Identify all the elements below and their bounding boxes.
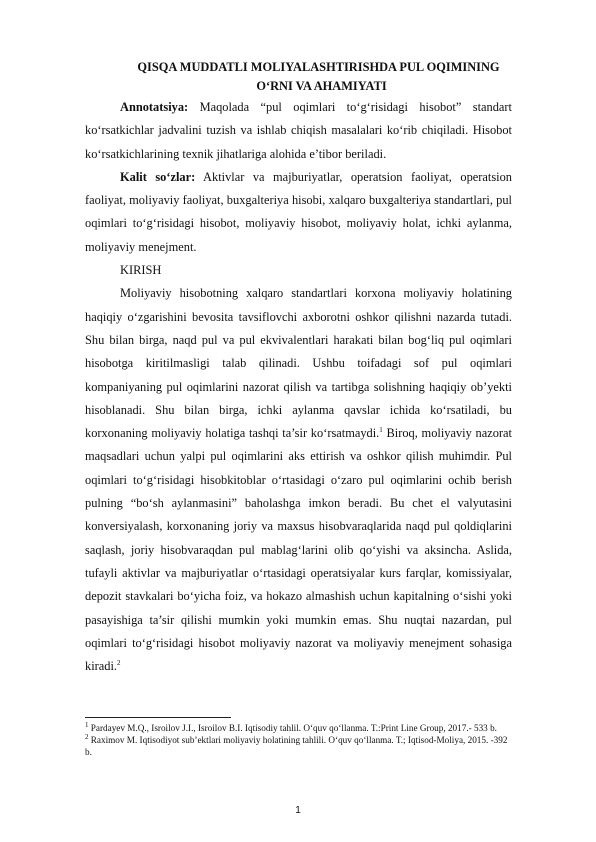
body-text-part-2: Biroq, moliyaviy nazorat maqsadlari uchun yalpi pul oqimlarini aks ettirish va oshkor qilish muhimdir. Pul oqimlari to‘g‘risidagi hisobkitoblar o‘rtasidagi o‘zaro pul oqimlarini ochib berish pulning “bo‘sh aylanmasini” baholashga imkon beradi. Bu chet el valyutasini konversiyalash, korxonaning joriy va maxsus hisobvaraqlarida naqd pul qoldiqlarini saqlash, joriy hisobvaraqdan pul mablag‘larini olib qo‘yishi va aksincha. Aslida, tufayli aktivlar va majburiyatlar o‘rtasidagi operatsiyalar kurs farqlar, komissiyalar, depozit stavkalari bo‘yicha foiz, va hokazo almashish uchun kapitalning o‘sishi yoki pasayishiga ta’sir qilishi mumkin yoki mumkin emas. Shu nuqtai nazardan, pul oqimlari to‘g‘risidagi hisobot moliyaviy nazorat va moliyaviy menejment sohasiga kiradi. [85, 426, 512, 674]
annotation-paragraph [85, 96, 512, 166]
keywords-label: Kalit so‘zlar: [120, 169, 196, 184]
footnote-text-2: Raximov M. Iqtisodiyot sub’ektlari moliyaviy holatining tahlili. O‘quv qo‘llanma. T.; Iqtisod-Moliya, 2015. -392 b. [85, 735, 508, 757]
document-title [85, 58, 512, 96]
footnote-1 [85, 722, 512, 734]
title-line-2: O‘RNI VA AHAMIYATI [256, 79, 387, 93]
footnote-2 [85, 734, 512, 758]
body-text-part-1: Moliyaviy hisobotning xalqaro standartlari korxona moliyaviy holatining haqiqiy o‘zgarishini bevosita tavsiflovchi axborotni oshkor qilishni nazarda tutadi. Shu bilan birga, naqd pul va pul ekvivalentlari harakati bilan bog‘liq pul oqimlari hisobotga kiritilmasligi talab qilinadi. Ushbu toifadagi sof pul oqimlari kompaniyaning pul oqimlarini nazorat qilish va tartibga solishning haqiqiy ob’yekti hisoblanadi. Shu bilan birga, ichki aylanma qavslar ichida ko‘rsatiladi, bu korxonaning moliyaviy holatiga tashqi ta’sir ko‘rsatmaydi. [85, 286, 512, 441]
footnote-text-1: Pardayev M.Q., Isroilov J.I., Isroilov B.I. Iqtisodiy tahlil. O‘quv qo‘llanma. T.:Print Line Group, 2017.- 533 b. [88, 723, 497, 733]
annotation-text: Maqolada “pul oqimlari to‘g‘risidagi hisobot” standart ko‘rsatkichlar jadvalini tuzish va ishlab chiqish masalalari ko‘rib chiqiladi. Hisobot ko‘rsatkichlarining texnik jihatlariga alohida e’tibor beriladi. [85, 100, 512, 161]
footnote-ref-1[interactable]: 1 [379, 426, 383, 435]
page-content [85, 58, 512, 678]
footnote-divider [85, 717, 231, 718]
keywords-paragraph [85, 166, 512, 259]
footnote-number-2: 2 [85, 732, 89, 741]
keywords-text: Aktivlar va majburiyatlar, operatsion faoliyat, operatsion faoliyat, moliyaviy faoliyat, buxgalteriya hisobi, xalqaro buxgalteriya standartlari, pul oqimlari to‘g‘risidagi hisobot, moliyaviy hisobot, moliyaviy holat, ichki aylanma, moliyaviy menejment. [85, 169, 512, 254]
annotation-label: Annotatsiya: [120, 100, 189, 114]
title-line-1: QISQA MUDDATLI MOLIYALASHTIRISHDA PUL OQIMINING [137, 60, 500, 74]
intro-heading: KIRISH [120, 263, 162, 278]
page-number: 1 [295, 805, 301, 816]
footnote-ref-2[interactable]: 2 [117, 659, 121, 667]
footnote-number-1: 1 [85, 720, 89, 729]
footnotes [85, 722, 512, 758]
body-paragraph [85, 282, 512, 678]
